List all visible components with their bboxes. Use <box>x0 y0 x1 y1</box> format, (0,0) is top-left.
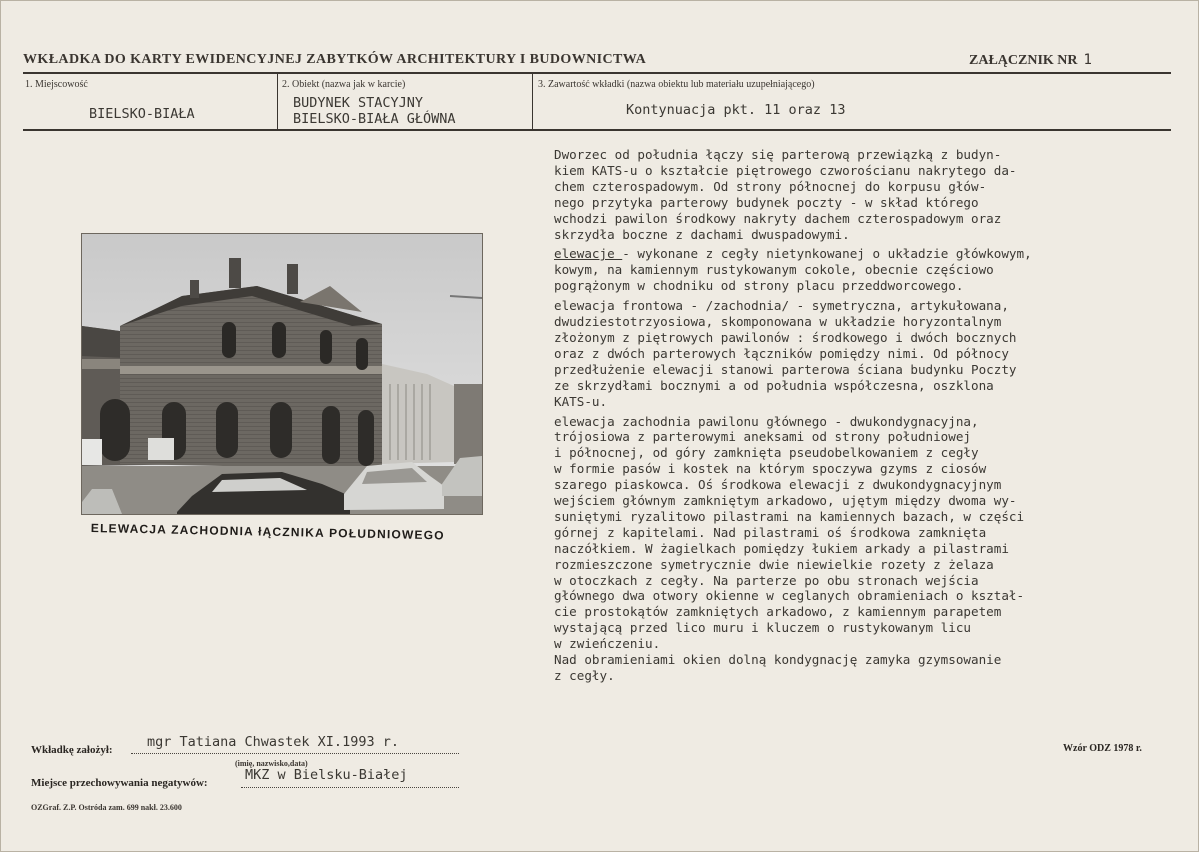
text-line: chem czterospadowym. Od strony północnej do korpusu głów- <box>554 178 987 194</box>
locality-value: BIELSKO-BIAŁA <box>89 106 195 122</box>
text-line: suniętymi ryzalitowo pilastrami na kamiennych bazach, w części <box>554 508 1025 524</box>
text-line: elewacja zachodnia pawilonu głównego - dwukondygnacyjna, <box>554 413 979 429</box>
prepared-hint: (imię, nazwisko,data) <box>235 759 308 768</box>
prepared-dotline <box>131 753 459 754</box>
text-line: kiem KATS-u o kształcie piętrowego czworościanu nakrytego da- <box>554 162 1017 178</box>
text-line: Nad obramieniami okien dolną kondygnację zamyka gzymsowanie <box>554 652 1002 668</box>
text-line: oraz z dwóch parterowych łączników pomiędzy nimi. Od północy <box>554 345 1009 361</box>
annex-label <box>969 52 1092 69</box>
text-line: elewacja frontowa - /zachodnia/ - symetryczna, artykułowana, <box>554 298 1009 314</box>
text-line: dwudziestotrzyosiowa, skomponowana w układzie horyzontalnym <box>554 314 1002 330</box>
text-line: kowym, na kamiennym rustykowanym cokole, obecnie częściowo <box>554 262 994 278</box>
paragraph-connections <box>554 147 1194 242</box>
field-divider-2 <box>532 74 533 130</box>
prepared-label: Wkładkę założył: <box>31 744 113 756</box>
text-line: głównego dwa otwory okienne w ceglanych obramieniach o kształ- <box>554 588 1025 604</box>
text-line: w zwieńczeniu. <box>554 636 661 652</box>
header-rule-top <box>23 72 1171 74</box>
document-title: WKŁADKA DO KARTY EWIDENCYJNEJ ZABYTKÓW ARCHITEKTURY I BUDOWNICTWA <box>23 52 647 67</box>
elevations-rest <box>554 262 994 293</box>
printer-note: OZGraf. Z.P. Ostróda zam. 699 nakł. 23.600 <box>31 803 182 812</box>
text-line: przedłużenie elewacji stanowi parterowa ściana budynku Poczty <box>554 361 1017 377</box>
content-label: 3. Zawartość wkładki (nazwa obiektu lub materiału uzupełniającego) <box>538 79 815 90</box>
text-line: skrzydła boczne z dachami dwuspadowymi. <box>554 226 850 242</box>
text-line: z cegły. <box>554 668 615 683</box>
elevations-first-line: - wykonane z cegły nietynkowanej o układzie główkowym, <box>622 246 1032 262</box>
annex-label-text: ZAŁĄCZNIK NR <box>969 53 1078 68</box>
annex-number: 1 <box>1083 52 1092 68</box>
object-value-line1: BUDYNEK STACYJNY <box>293 95 424 111</box>
storage-value: MKZ w Bielsku-Białej <box>245 767 408 783</box>
text-line: i północnej, od góry zamknięta pseudobelkowaniem z cegły <box>554 445 979 461</box>
text-line: pogrążonym w chodniku od strony placu przeddworcowego. <box>554 278 964 294</box>
field-divider-1 <box>277 74 278 130</box>
text-line: w otoczkach z cegły. Na parterze po obu stronach wejścia <box>554 572 979 588</box>
text-line: wystającą przed lico muru i kluczem o rustykowanym licu <box>554 620 972 636</box>
elevations-lead: elewacje <box>554 246 623 262</box>
paragraph-west-elevation <box>554 414 1194 684</box>
header-rule-bottom <box>23 129 1171 131</box>
station-photo <box>81 233 483 515</box>
storage-label: Miejsce przechowywania negatywów: <box>31 777 208 789</box>
prepared-value: mgr Tatiana Chwastek XI.1993 r. <box>147 734 399 750</box>
locality-label: 1. Miejscowość <box>25 79 88 90</box>
text-line: wejściem głównym zamkniętym arkadowo, ujętym między dwoma wy- <box>554 493 1017 509</box>
text-line: Dworzec od południa łączy się parterową przewiązką z budyn- <box>554 147 1002 162</box>
text-line: ze skrzydłami bocznymi a od południa współczesna, oszklona <box>554 377 994 393</box>
photo-caption: ELEWACJA ZACHODNIA łĄCZNIKA POŁUDNIOWEGO <box>90 521 445 543</box>
text-line: szarego piaskowca. Oś środkowa elewacji z dwukondygnacyjnym <box>554 477 1002 493</box>
text-line: w formie pasów i kostek na którym spoczywa gzyms z ciosów <box>554 461 987 477</box>
text-line: rozmieszczone symetrycznie dwie niewielkie rozety z żelaza <box>554 556 994 572</box>
paragraph-elevations <box>554 246 1194 294</box>
text-line: wchodzi pawilon środkowy nakryty dachem czterospadowym oraz <box>554 210 1002 226</box>
body-text <box>554 147 1194 688</box>
text-line: trójosiowa z parterowymi aneksami od strony południowej <box>554 429 972 445</box>
storage-dotline <box>241 787 459 788</box>
paragraph-front-elevation <box>554 298 1194 409</box>
object-label: 2. Obiekt (nazwa jak w karcie) <box>282 79 406 90</box>
text-line: złożonym z piętrowych pawilonów : środkowego i dwóch bocznych <box>554 329 1017 345</box>
text-line: naczółkiem. W żagielkach pomiędzy łukiem arkady a pilastrami <box>554 540 1009 556</box>
text-line: nego przytyka parterowy budynek poczty - w skład którego <box>554 194 979 210</box>
station-photo-image <box>82 234 482 514</box>
content-value: Kontynuacja pkt. 11 oraz 13 <box>626 102 846 118</box>
object-value-line2: BIELSKO-BIAŁA GŁÓWNA <box>293 111 456 127</box>
pattern-note: Wzór ODZ 1978 r. <box>1063 743 1142 754</box>
text-line: cie prostokątów zamkniętych arkadowo, z kamiennym parapetem <box>554 604 1002 620</box>
text-line: KATS-u. <box>554 393 608 409</box>
text-line: górnej z kapitelami. Nad pilastrami oś środkowa zamknięta <box>554 524 987 540</box>
